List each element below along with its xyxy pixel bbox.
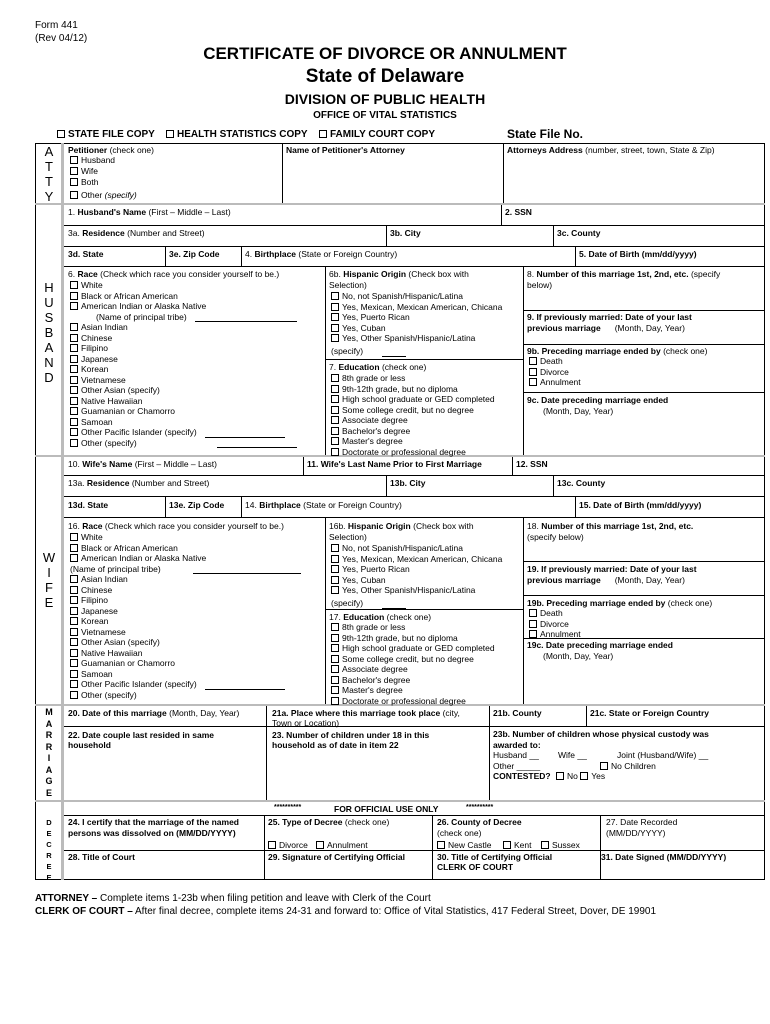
contested-question: CONTESTED? No Yes [493,771,606,781]
hispanic-option[interactable]: Yes, Mexican, Mexican American, Chicana [331,554,502,565]
wife-side-label: W I F E [42,550,56,610]
wife-race-label: 16. Race (Check which race you consider yourself to be.) [68,521,284,531]
race-option[interactable]: Filipino [70,595,301,606]
husband-race-options [70,280,297,448]
petitioner-label: Petitioner (check one) [68,145,154,155]
last-resided-field[interactable]: 22. Date couple last resided in same [68,730,214,740]
health-statistics-copy-option[interactable]: HEALTH STATISTICS COPY [166,129,308,141]
race-option[interactable]: Asian Indian [70,574,301,585]
checkbox-icon[interactable] [503,841,511,849]
race-option[interactable]: Black or African American [70,291,297,302]
custody-wife-field[interactable]: Wife __ [558,750,587,760]
race-option[interactable]: American Indian or Alaska Native [70,301,297,312]
checkbox-icon[interactable] [70,167,78,175]
checkbox-icon[interactable] [541,841,549,849]
date-recorded-field[interactable]: 27. Date Recorded [606,817,678,827]
husband-ended-options [529,356,581,388]
race-option[interactable]: Filipino [70,343,297,354]
official-title-field[interactable]: 30. Title of Certifying Official [437,852,553,862]
race-option[interactable]: Native Hawaiian [70,648,301,659]
ended-date-hint: (Month, Day, Year) [543,651,614,661]
husband-education-options [331,373,495,457]
side-column-divider [61,143,64,880]
attorney-name-field[interactable]: Name of Petitioner's Attorney [286,145,405,155]
decree-annulment-option[interactable]: Annulment [316,840,368,851]
wife-race-options [70,532,301,700]
ended-option[interactable]: Divorce [529,367,581,378]
wife-birthplace-field[interactable]: 14. Birthplace (State or Foreign Country) [245,500,402,510]
court-title-field[interactable]: 28. Title of Court [68,852,135,862]
husband-birthplace-field[interactable]: 4. Birthplace (State or Foreign Country) [245,249,398,259]
education-option[interactable]: Master's degree [331,685,495,696]
education-option[interactable]: High school graduate or GED completed [331,643,495,654]
race-option[interactable]: Japanese [70,354,297,365]
wife-maiden-name-field[interactable]: 11. Wife's Last Name Prior to First Marriage [307,459,482,469]
race-option[interactable]: Other Asian (specify) [70,385,297,396]
husband-ended-by-label: 9b. Preceding marriage ended by (check one) [527,346,708,356]
race-option[interactable]: Samoan [70,669,301,680]
custody-husband-field[interactable]: Husband __ [493,750,539,760]
marriage-place-hint: Town or Location) [272,718,340,728]
hispanic-specify-field[interactable]: (specify) [331,598,406,609]
wife-previous-marriage-field[interactable]: 19. If previously married: Date of your last [527,564,697,574]
wife-dob-field[interactable]: 15. Date of Birth (mm/dd/yyyy) [579,500,702,510]
date-signed-field[interactable]: 31. Date Signed (MM/DD/YYYY) [601,852,727,862]
education-option[interactable]: Master's degree [331,436,495,447]
state-file-copy-option[interactable]: STATE FILE COPY [57,129,155,141]
last-resided-label: household [68,740,111,750]
custody-other-field[interactable]: Other _____ [493,761,541,771]
wife-county-field[interactable]: 13c. County [557,478,606,488]
ended-option[interactable]: Annulment [529,377,581,388]
education-option[interactable]: 9th-12th grade, but no diploma [331,633,495,644]
hispanic-specify-field[interactable]: (specify) [331,346,406,357]
race-option[interactable]: Native Hawaiian [70,396,297,407]
wife-ended-date-field[interactable]: 19c. Date preceding marriage ended [527,640,673,650]
decree-side-label: D E C R E E [46,818,52,882]
ended-option[interactable]: Annulment [529,629,581,640]
petitioner-husband-option[interactable]: Husband [70,155,115,166]
wife-hispanic-options [331,543,502,596]
race-option[interactable]: Black or African American [70,543,301,554]
husband-hispanic-options [331,291,502,344]
race-option[interactable]: Other (specify) [70,438,297,449]
children-count-label: household as of date in item 22 [272,740,399,750]
husband-education-label: 7. Education (check one) [329,362,427,372]
dissolved-date-label: persons was dissolved on (MM/DD/YYYY) [68,828,236,838]
race-option[interactable]: Guamanian or Chamorro [70,406,297,417]
wife-ended-by-label: 19b. Preceding marriage ended by (check one) [527,598,713,608]
education-option[interactable]: Doctorate or professional degree [331,696,495,707]
contested-yes-checkbox[interactable] [580,772,588,780]
race-option[interactable]: Other Pacific Islander (specify) [70,427,297,438]
marriage-place-field[interactable]: 21a. Place where this marriage took place (city, [272,708,460,718]
wife-education-options [331,622,495,706]
checkbox-icon[interactable] [57,130,65,138]
education-option[interactable]: Associate degree [331,664,495,675]
race-option[interactable]: Japanese [70,606,301,617]
division-title: DIVISION OF PUBLIC HEALTH [284,91,486,107]
county-sussex-option[interactable]: Sussex [541,840,580,851]
wife-ssn-field[interactable]: 12. SSN [516,459,548,469]
ended-option[interactable]: Death [529,608,581,619]
hispanic-hint: Selection) [329,532,367,542]
decree-divorce-option[interactable]: Divorce [268,840,308,851]
marriage-side-label: M A R R I A G E [45,707,53,798]
wife-marriage-number-field[interactable]: 18. Number of this marriage 1st, 2nd, etc. [527,521,694,531]
race-option[interactable]: Other (specify) [70,690,301,701]
date-recorded-hint: (MM/DD/YYYY) [606,828,666,838]
education-option[interactable]: Doctorate or professional degree [331,447,495,458]
husband-dob-field[interactable]: 5. Date of Birth (mm/dd/yyyy) [579,249,697,259]
race-option[interactable]: Samoan [70,417,297,428]
children-count-field[interactable]: 23. Number of children under 18 in this [272,730,430,740]
wife-zip-field[interactable]: 13e. Zip Code [169,500,225,510]
hispanic-hint: Selection) [329,280,367,290]
decree-county-hint: (check one) [437,828,482,838]
education-option[interactable]: Associate degree [331,415,495,426]
checkbox-icon[interactable] [70,178,78,186]
husband-residence-field[interactable]: 3a. Residence (Number and Street) [68,228,205,238]
checkbox-icon[interactable] [316,841,324,849]
decree-type-label: 25. Type of Decree (check one) [268,817,390,827]
husband-marriage-number-field[interactable]: 8. Number of this marriage 1st, 2nd, etc. (specify [527,269,721,279]
attorney-address-field[interactable]: Attorneys Address (number, street, town, State & Zip) [507,145,715,155]
education-option[interactable]: Bachelor's degree [331,675,495,686]
race-option[interactable]: Guamanian or Chamorro [70,658,301,669]
wife-city-field[interactable]: 13b. City [390,478,426,488]
husband-previous-marriage-field[interactable]: 9. If previously married: Date of your last [527,312,692,322]
wife-residence-field[interactable]: 13a. Residence (Number and Street) [68,478,210,488]
marriage-state-field[interactable]: 21c. State or Foreign Country [590,708,710,718]
wife-name-field[interactable]: 10. Wife's Name (First – Middle – Last) [68,459,217,469]
checkbox-icon[interactable] [437,841,445,849]
clerk-instruction: CLERK OF COURT – After final decree, complete items 24-31 and forward to: Office of Vital Statistics, 417 Federal Street, Dover, DE 19901 [35,906,657,917]
wife-previous-marriage-label: previous marriage (Month, Day, Year) [527,575,685,585]
contested-no-checkbox[interactable] [556,772,564,780]
section-divider [35,800,765,802]
husband-name-field[interactable]: 1. Husband's Name (First – Middle – Last) [68,207,231,217]
official-use-stars: ********** [274,804,302,811]
husband-zip-field[interactable]: 3e. Zip Code [169,249,220,259]
husband-state-field[interactable]: 3d. State [68,249,104,259]
county-kent-option[interactable]: Kent [503,840,532,851]
race-option[interactable]: White [70,280,297,291]
ended-option[interactable]: Death [529,356,581,367]
ended-option[interactable]: Divorce [529,619,581,630]
no-children-option[interactable]: No Children [600,761,656,772]
race-option[interactable]: Other Pacific Islander (specify) [70,679,301,690]
petitioner-other-option[interactable]: Other (specify) [70,190,137,201]
husband-county-field[interactable]: 3c. County [557,228,601,238]
official-signature-field[interactable]: 29. Signature of Certifying Official [268,852,405,862]
race-option[interactable]: White [70,532,301,543]
education-option[interactable]: 9th-12th grade, but no diploma [331,384,495,395]
marriage-number-hint: (specify below) [527,532,584,542]
ended-date-hint: (Month, Day, Year) [543,406,614,416]
official-use-stars: ********** [466,804,494,811]
form-number: Form 441 [35,20,78,31]
county-new-castle-option[interactable]: New Castle [437,840,491,851]
checkbox-icon[interactable] [319,130,327,138]
state-title: State of Delaware [305,66,465,87]
marriage-date-field[interactable]: 20. Date of this marriage (Month, Day, Year) [68,708,240,718]
race-option[interactable]: American Indian or Alaska Native [70,553,301,564]
hispanic-option[interactable]: Yes, Puerto Rican [331,564,502,575]
attorney-side-label: A T T Y [44,144,54,204]
wife-hispanic-label: 16b. Hispanic Origin (Check box with [329,521,474,531]
husband-hispanic-label: 6b. Hispanic Origin (Check box with [329,269,469,279]
checkbox-icon[interactable] [166,130,174,138]
race-option[interactable]: Asian Indian [70,322,297,333]
checkbox-icon[interactable] [600,762,608,770]
official-use-label: FOR OFFICIAL USE ONLY [334,804,439,814]
education-option[interactable]: Some college credit, but no degree [331,405,495,416]
custody-label: 23b. Number of children whose physical custody was [493,729,709,739]
marriage-number-hint: below) [527,280,553,290]
hispanic-option[interactable]: Yes, Cuban [331,575,502,586]
husband-previous-marriage-label: previous marriage (Month, Day, Year) [527,323,685,333]
family-court-copy-option[interactable]: FAMILY COURT COPY [319,129,435,141]
wife-education-label: 17. Education (check one) [329,612,432,622]
certificate-title: CERTIFICATE OF DIVORCE OR ANNULMENT [203,44,567,63]
checkbox-icon[interactable] [268,841,276,849]
hispanic-option[interactable]: No, not Spanish/Hispanic/Latina [331,291,502,302]
state-file-number-label: State File No. [507,127,584,141]
petitioner-wife-option[interactable]: Wife [70,166,98,177]
education-option[interactable]: 8th grade or less [331,373,495,384]
hispanic-option[interactable]: No, not Spanish/Hispanic/Latina [331,543,502,554]
hispanic-option[interactable]: Yes, Other Spanish/Hispanic/Latina [331,585,502,596]
hispanic-option[interactable]: Yes, Other Spanish/Hispanic/Latina [331,333,502,344]
husband-race-label: 6. Race (Check which race you consider yourself to be.) [68,269,280,279]
marriage-county-field[interactable]: 21b. County [493,708,542,718]
decree-county-label: 26. County of Decree [437,817,522,827]
hispanic-option[interactable]: Yes, Mexican, Mexican American, Chicana [331,302,502,313]
hispanic-option[interactable]: Yes, Puerto Rican [331,312,502,323]
race-option[interactable]: Chinese [70,333,297,344]
education-option[interactable]: High school graduate or GED completed [331,394,495,405]
checkbox-icon[interactable] [70,191,78,199]
race-option[interactable]: Chinese [70,585,301,596]
custody-label-2: awarded to: [493,740,541,750]
race-option[interactable]: Vietnamese [70,375,297,386]
checkbox-icon[interactable] [70,156,78,164]
husband-ended-date-field[interactable]: 9c. Date preceding marriage ended [527,395,669,405]
hispanic-option[interactable]: Yes, Cuban [331,323,502,334]
form-revision: (Rev 04/12) [35,33,88,44]
dissolved-date-field[interactable]: 24. I certify that the marriage of the named [68,817,239,827]
education-option[interactable]: Bachelor's degree [331,426,495,437]
custody-joint-field[interactable]: Joint (Husband/Wife) __ [617,750,709,760]
section-divider [35,203,765,205]
husband-side-label: H U S B A N D [44,280,54,385]
tribe-field[interactable]: (Name of principal tribe) [70,564,301,575]
attorney-instruction: ATTORNEY – Complete items 1-23b when filing petition and leave with Clerk of the Court [35,893,431,904]
wife-state-field[interactable]: 13d. State [68,500,109,510]
race-option[interactable]: Korean [70,364,297,375]
husband-ssn-field[interactable]: 2. SSN [505,207,532,217]
wife-ended-options [529,608,581,640]
race-option[interactable]: Other Asian (specify) [70,637,301,648]
education-option[interactable]: Some college credit, but no degree [331,654,495,665]
husband-city-field[interactable]: 3b. City [390,228,421,238]
tribe-field[interactable]: (Name of principal tribe) [70,312,297,323]
race-option[interactable]: Vietnamese [70,627,301,638]
education-option[interactable]: 8th grade or less [331,622,495,633]
clerk-of-court-label: CLERK OF COURT [437,862,514,872]
office-title: OFFICE OF VITAL STATISTICS [313,110,457,121]
race-option[interactable]: Korean [70,616,301,627]
petitioner-both-option[interactable]: Both [70,177,99,188]
